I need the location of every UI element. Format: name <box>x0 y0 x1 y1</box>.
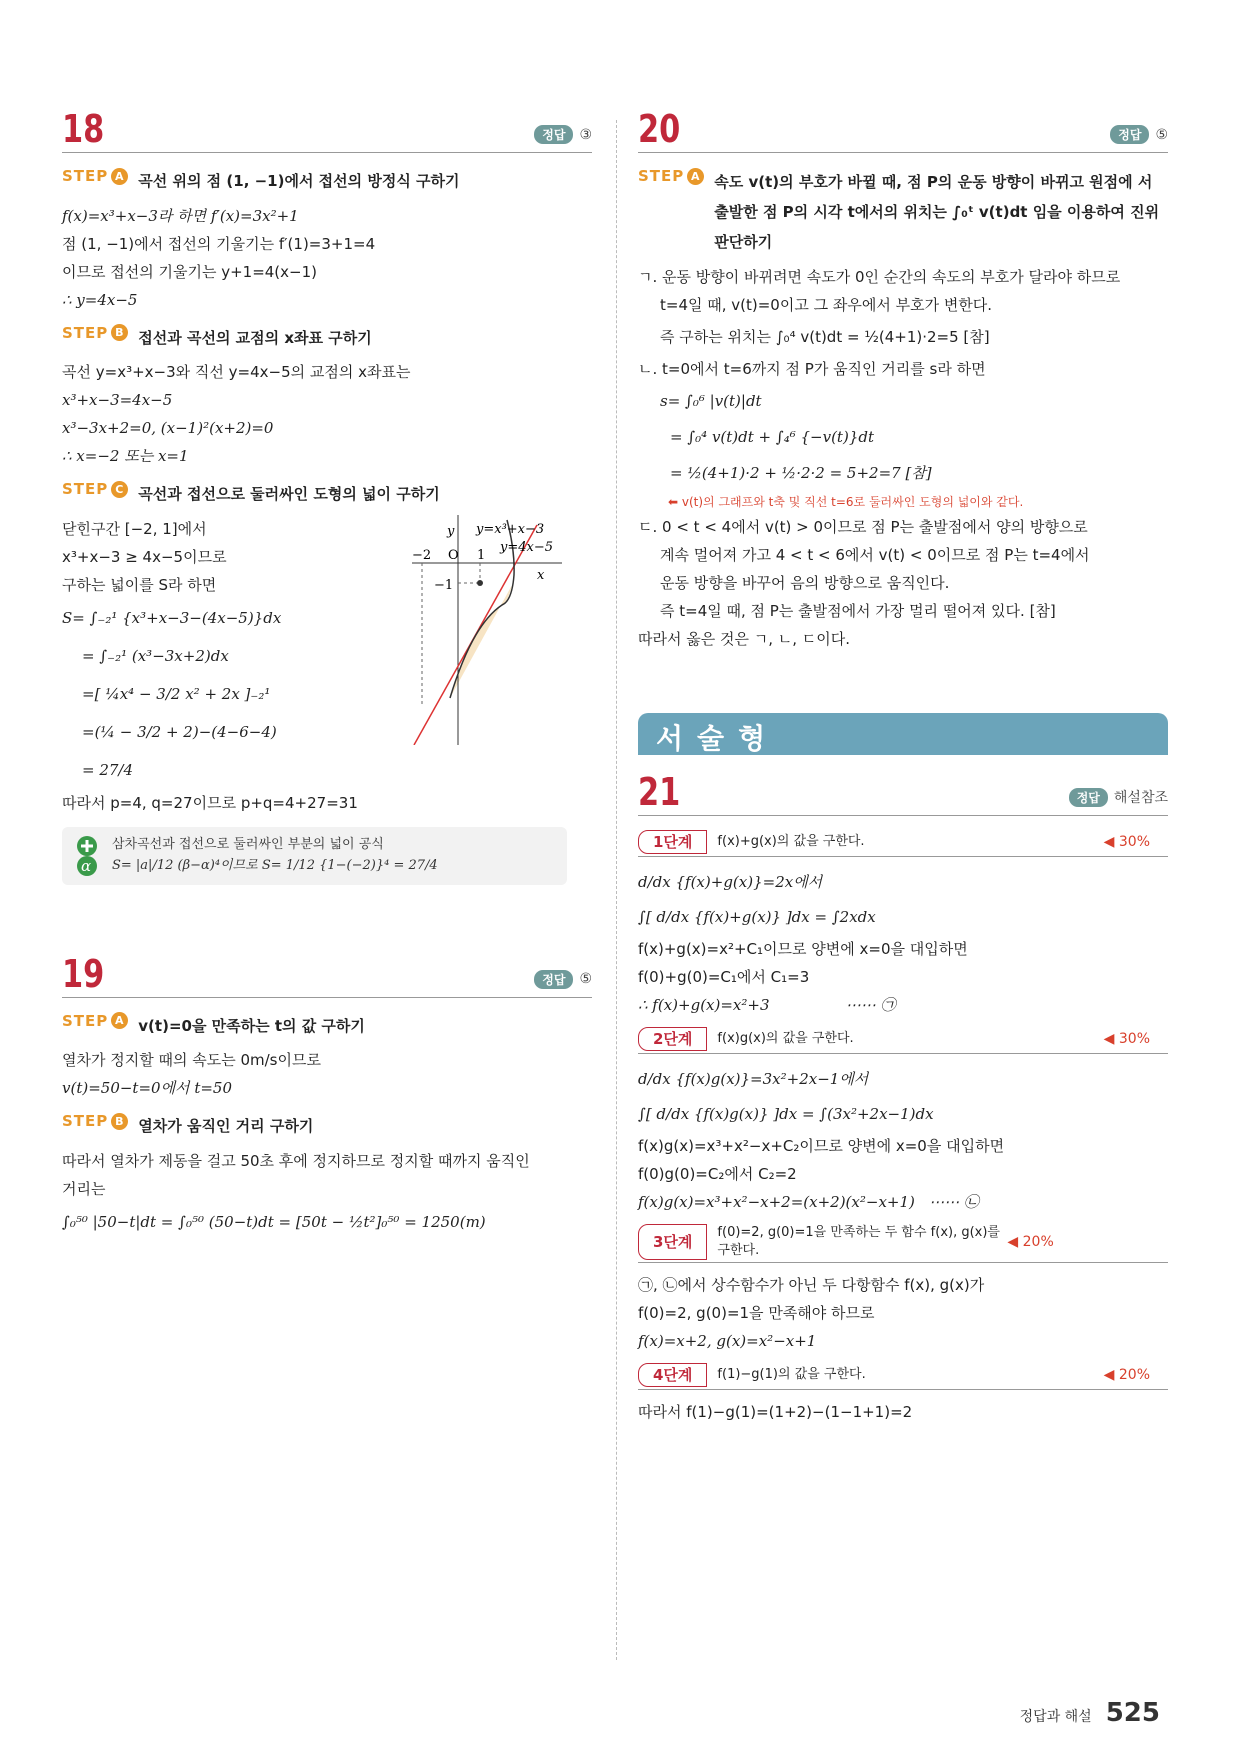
section-banner <box>638 713 1168 755</box>
column-divider <box>616 120 617 1660</box>
stage-4 <box>638 1363 1168 1390</box>
solution-line: f(0)=2, g(0)=1을 만족해야 하므로 <box>638 1304 875 1322</box>
stage-percent: ◀ 30% <box>1103 834 1150 850</box>
solution-line: 따라서 p=4, q=27이므로 p+q=4+27=31 <box>62 793 358 812</box>
solution-line: 닫힌구간 [−2, 1]에서 <box>62 519 207 538</box>
stage-tag: 3단계 <box>638 1224 707 1260</box>
problem-18-header <box>62 107 592 153</box>
step-a <box>62 167 592 196</box>
tangent-point <box>477 580 483 586</box>
tick-1-label: 1 <box>477 547 486 563</box>
footer-label: 정답과 해설 <box>1019 1709 1092 1725</box>
tip-body: S= |a|/12 (β−α)⁴이므로 S= 1/12 {1−(−2)}⁴ = 27/4 <box>112 857 438 873</box>
tick-neg2-label: −2 <box>412 547 432 563</box>
problem-number: 21 <box>638 770 681 814</box>
step-title: v(t)=0을 만족하는 t의 값 구하기 <box>138 1016 365 1035</box>
solution-line: ∴ x=−2 또는 x=1 <box>62 447 189 465</box>
step-a <box>638 167 1168 257</box>
x-axis-label: x <box>537 567 545 583</box>
stage-tag: 1단계 <box>638 830 707 854</box>
solution-line: ∴ f(x)+g(x)=x²+3 ⋯⋯ ㉠ <box>638 996 896 1014</box>
answer <box>534 970 592 989</box>
answer-badge: 정답 <box>1069 788 1108 807</box>
solution-line: d/dx {f(x)g(x)}=3x²+2x−1에서 <box>638 1070 869 1088</box>
stage-percent: ◀ 30% <box>1103 1031 1150 1047</box>
problem-19-header <box>62 951 592 998</box>
solution-line: = ½(4+1)·2 + ½·2·2 = 5+2=7 [참] <box>670 464 932 482</box>
solution-line: 이므로 접선의 기울기는 y+1=4(x−1) <box>62 262 317 281</box>
stage-tag: 2단계 <box>638 1027 707 1051</box>
stage-percent: ◀ 20% <box>1007 1234 1054 1250</box>
solution-line: =[ ¼x⁴ − 3/2 x² + 2x ]₋₂¹ <box>82 684 271 703</box>
solution-line: ㄷ. 0 < t < 4에서 v(t) > 0이므로 점 P는 출발점에서 양의 방향으로 <box>638 518 1088 536</box>
step-tag: STEP B <box>62 324 128 342</box>
step-tag: STEP A <box>62 1012 128 1030</box>
shaded-region <box>450 585 512 698</box>
solution-line: 열차가 정지할 때의 속도는 0m/s이므로 <box>62 1051 321 1069</box>
stage-3 <box>638 1224 1168 1263</box>
solution-line: ∴ y=4x−5 <box>62 290 138 309</box>
problem-number: 19 <box>62 951 105 996</box>
solution-line: v(t)=50−t=0에서 t=50 <box>62 1079 233 1097</box>
stage-desc: f(x)g(x)의 값을 구한다. <box>717 1031 854 1046</box>
solution-line: 따라서 옳은 것은 ㄱ, ㄴ, ㄷ이다. <box>638 630 851 648</box>
solution-line: = ∫₀⁴ v(t)dt + ∫₄⁶ {−v(t)}dt <box>670 428 874 446</box>
solution-line: = 27/4 <box>82 760 134 779</box>
left-column <box>62 107 592 1241</box>
step-b <box>62 324 592 353</box>
answer-value: ⑤ <box>1155 126 1168 143</box>
annotation-note: ⬅ v(t)의 그래프와 t축 및 직선 t=6로 둘러싸인 도형의 넓이와 같다. <box>668 495 1024 509</box>
step-b <box>62 1112 592 1141</box>
line-label: y=4x−5 <box>500 539 554 555</box>
solution-line: 거리는 <box>62 1179 106 1198</box>
stage-percent: ◀ 20% <box>1103 1367 1150 1383</box>
step-c-body <box>62 515 592 817</box>
answer-badge: 정답 <box>1110 125 1149 144</box>
solution-line: x³−3x+2=0, (x−1)²(x+2)=0 <box>62 419 274 437</box>
page-number: 525 <box>1105 1698 1160 1728</box>
answer <box>1069 787 1168 807</box>
tip-box <box>62 827 567 885</box>
answer-badge: 정답 <box>534 125 573 144</box>
solution-line: 점 (1, −1)에서 접선의 기울기는 f′(1)=3+1=4 <box>62 234 376 253</box>
solution-line: ∫[ d/dx {f(x)+g(x)} ]dx = ∫2xdx <box>638 908 876 926</box>
solution-line: 따라서 열차가 제동을 걸고 50초 후에 정지하므로 정지할 때까지 움직인 <box>62 1151 530 1170</box>
answer-value: ③ <box>579 126 592 143</box>
page-footer <box>1020 1698 1160 1728</box>
solution-line: f(0)+g(0)=C₁에서 C₁=3 <box>638 968 810 986</box>
solution-line: x³+x−3 ≥ 4x−5이므로 <box>62 547 227 566</box>
solution-line: 즉 구하는 위치는 ∫₀⁴ v(t)dt = ½(4+1)·2=5 [참] <box>660 328 990 346</box>
tip-title: 삼차곡선과 접선으로 둘러싸인 부분의 넓이 공식 <box>112 836 384 852</box>
cubic-tangent-graph <box>412 515 592 745</box>
problem-20-header <box>638 107 1168 153</box>
stage-desc: f(0)=2, g(0)=1을 만족하는 두 함수 f(x), g(x)를 구한다. <box>717 1225 1000 1258</box>
step-tag: STEP A <box>638 167 704 185</box>
svg-text:α: α <box>81 856 92 875</box>
solution-line: f(x)+g(x)=x²+C₁이므로 양변에 x=0을 대입하면 <box>638 940 968 958</box>
solution-line: = ∫₋₂¹ (x³−3x+2)dx <box>82 646 229 665</box>
solution-line: =(¼ − 3/2 + 2)−(4−6−4) <box>82 722 277 741</box>
solution-line: t=4일 때, v(t)=0이고 그 좌우에서 부호가 변한다. <box>660 296 993 314</box>
problem-number: 20 <box>638 107 681 151</box>
solution-line: ㄴ. t=0에서 t=6까지 점 P가 움직인 거리를 s라 하면 <box>638 360 986 378</box>
step-tag: STEP C <box>62 480 128 498</box>
answer <box>1110 125 1168 144</box>
step-title: 열차가 움직인 거리 구하기 <box>138 1117 314 1135</box>
solution-line: ㉠, ㉡에서 상수함수가 아닌 두 다항함수 f(x), g(x)가 <box>638 1276 985 1294</box>
answer-value: 해설참조 <box>1113 790 1168 806</box>
step-title: 곡선과 접선으로 둘러싸인 도형의 넓이 구하기 <box>138 485 440 503</box>
step-title: 곡선 위의 점 (1, −1)에서 접선의 방정식 구하기 <box>138 172 460 190</box>
section-title: 서술형 <box>656 722 780 755</box>
stage-desc: f(x)+g(x)의 값을 구한다. <box>717 834 865 849</box>
right-column <box>638 107 1168 1426</box>
step-a <box>62 1012 592 1041</box>
solution-line: ㄱ. 운동 방향이 바뀌려면 속도가 0인 순간의 속도의 부호가 달라야 하므로 <box>638 268 1121 286</box>
step-tag: STEP A <box>62 167 128 185</box>
answer-value: ⑤ <box>579 971 592 987</box>
solution-line: f(x)=x³+x−3라 하면 f′(x)=3x²+1 <box>62 206 299 225</box>
solution-line: ∫[ d/dx {f(x)g(x)} ]dx = ∫(3x²+2x−1)dx <box>638 1105 934 1123</box>
step-title: 속도 v(t)의 부호가 바뀔 때, 점 P의 운동 방향이 바뀌고 원점에 서 출발한 점 P의 시각 t에서의 위치는 ∫₀ᵗ v(t)dt 임을 이용하여 진위판단하기 <box>714 173 1160 251</box>
solution-line: f(0)g(0)=C₂에서 C₂=2 <box>638 1165 797 1183</box>
solution-line: S= ∫₋₂¹ {x³+x−3−(4x−5)}dx <box>62 608 282 627</box>
stage-desc: f(1)−g(1)의 값을 구한다. <box>717 1367 866 1382</box>
problem-21-header <box>638 770 1168 816</box>
solution-line: 구하는 넓이를 S라 하면 <box>62 575 217 594</box>
step-title: 접선과 곡선의 교점의 x좌표 구하기 <box>138 328 372 347</box>
solution-line: ∫₀⁵⁰ |50−t|dt = ∫₀⁵⁰ (50−t)dt = [50t − ½t²]₀⁵⁰ = 1250(m) <box>62 1212 486 1231</box>
solution-line: 계속 멀어져 가고 4 < t < 6에서 v(t) < 0이므로 점 P는 t=4에서 <box>660 546 1090 564</box>
solution-line: 곡선 y=x³+x−3와 직선 y=4x−5의 교점의 x좌표는 <box>62 363 411 381</box>
answer <box>534 125 592 144</box>
plus-alpha-icon <box>72 835 102 877</box>
solution-line: 즉 t=4일 때, 점 P는 출발점에서 가장 멀리 떨어져 있다. [참] <box>660 602 1056 620</box>
solution-line: x³+x−3=4x−5 <box>62 391 173 409</box>
curve-label: y=x³+x−3 <box>476 521 545 537</box>
step-c <box>62 480 592 509</box>
stage-tag: 4단계 <box>638 1363 707 1387</box>
solution-line: s= ∫₀⁶ |v(t)|dt <box>660 392 762 410</box>
stage-1 <box>638 830 1168 857</box>
solution-line: 운동 방향을 바꾸어 음의 방향으로 움직인다. <box>660 574 950 592</box>
solution-line: d/dx {f(x)+g(x)}=2x에서 <box>638 873 823 891</box>
solution-line: f(x)g(x)=x³+x²−x+2=(x+2)(x²−x+1) ⋯⋯ ㉡ <box>638 1193 979 1211</box>
solution-line: f(x)=x+2, g(x)=x²−x+1 <box>638 1332 817 1350</box>
step-tag: STEP B <box>62 1112 128 1130</box>
tick-neg1-label: −1 <box>434 577 454 593</box>
y-axis-label: y <box>447 523 455 539</box>
solution-line: f(x)g(x)=x³+x²−x+C₂이므로 양변에 x=0을 대입하면 <box>638 1137 1005 1155</box>
origin-label: O <box>448 547 459 563</box>
stage-2 <box>638 1027 1168 1054</box>
problem-number: 18 <box>62 107 105 151</box>
solution-line: 따라서 f(1)−g(1)=(1+2)−(1−1+1)=2 <box>638 1403 913 1421</box>
answer-badge: 정답 <box>534 970 573 989</box>
